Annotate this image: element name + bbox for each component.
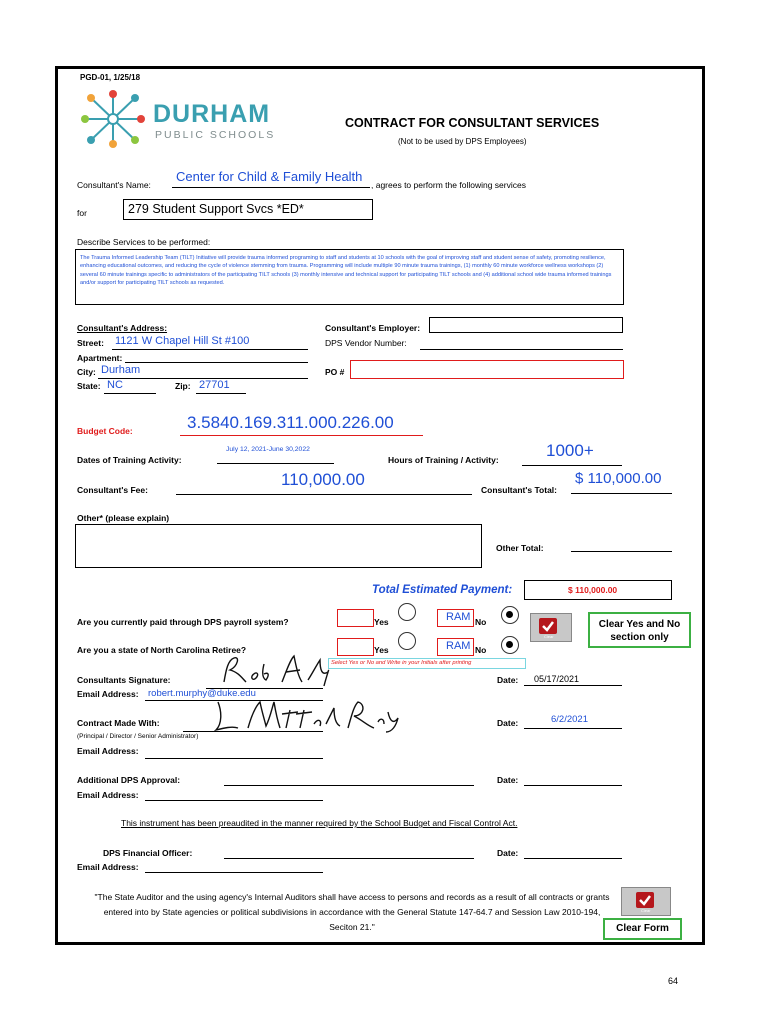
street-field[interactable]	[112, 335, 308, 350]
other-label: Other* (please explain)	[77, 513, 170, 523]
approval-email-field[interactable]	[145, 788, 323, 801]
checkmark-icon	[636, 892, 654, 908]
city-label: City:	[77, 367, 96, 377]
dates-field[interactable]	[217, 445, 334, 464]
sig-date-field[interactable]	[524, 672, 622, 686]
state-label: State:	[77, 381, 101, 391]
street-value: 1121 W Chapel Hill St #100	[115, 335, 250, 347]
logo-sub: PUBLIC SCHOOLS	[155, 129, 276, 141]
vendor-label: DPS Vendor Number:	[325, 338, 407, 348]
vendor-field[interactable]	[420, 335, 623, 350]
clear-form-icon-button[interactable]	[621, 887, 671, 916]
clear-yes-no-button[interactable]	[530, 613, 572, 642]
officer-date-label: Date:	[497, 848, 519, 858]
zip-label: Zip:	[175, 381, 191, 391]
clear-yes-no-label[interactable]: Clear Yes and No section only	[588, 612, 691, 648]
apartment-label: Apartment:	[77, 353, 123, 363]
sig-date-value: 05/17/2021	[534, 674, 580, 684]
contract-email-field[interactable]	[145, 746, 323, 759]
logo-name: DURHAM	[153, 100, 271, 128]
initials-hint: Select Yes or No and Write in your Initials after printing	[328, 658, 526, 669]
approval-email-label: Email Address:	[77, 790, 139, 800]
officer-email-label: Email Address:	[77, 862, 139, 872]
q2-no-label: No	[475, 645, 487, 655]
sig-email-label: Email Address:	[77, 689, 139, 699]
zip-value: 27701	[199, 379, 230, 391]
q1-label: Are you currently paid through DPS payroll system?	[77, 617, 289, 627]
address-heading: Consultant's Address:	[77, 323, 168, 333]
consultant-name-field[interactable]	[172, 168, 370, 188]
state-field[interactable]	[104, 379, 156, 394]
contract-date-field[interactable]	[524, 713, 622, 729]
officer-date-field[interactable]	[524, 846, 622, 859]
officer-sig-field[interactable]	[224, 846, 474, 859]
other-total-label: Other Total:	[496, 543, 544, 553]
approval-sig-field[interactable]	[224, 773, 474, 786]
contract-signature-icon[interactable]	[208, 698, 408, 734]
services-text: The Trauma Informed Leadership Team (TILT) Initiative will provide trauma informed programing to staff and students at 10 schools with the goal of improving staff and student sense of safety, promoting resilience, enhancing educational outcomes, and reducing the cycle of violence stemming from trauma. Programming will include multiple 90 minute trauma trainings, (1) monthly 60 minute workforce wellness workshops (2) several 60 minute trainings specific to administrators of the participating TILT schools (3) monthly intensive and technical support for participating TILT schools and (4) additional school wide trauma informed trainings and/or support for participating TILT schools as requested.	[80, 255, 612, 286]
total-label: Consultant's Total:	[481, 485, 557, 495]
hours-label: Hours of Training / Activity:	[388, 455, 499, 465]
audit-text: This instrument has been preaudited in the manner required by the School Budget and Fiscal Control Act.	[121, 818, 518, 828]
zip-field[interactable]	[196, 379, 246, 394]
sig-email-value: robert.murphy@duke.edu	[148, 688, 256, 699]
q2-initials-value: RAM	[446, 640, 471, 652]
for-value: 279 Student Support Svcs *ED*	[128, 202, 304, 216]
po-field[interactable]	[350, 360, 624, 379]
employer-field[interactable]	[429, 317, 623, 333]
dates-label: Dates of Training Activity:	[77, 455, 182, 465]
for-field[interactable]	[123, 199, 373, 220]
other-explain-field[interactable]	[75, 524, 482, 568]
est-payment-field[interactable]	[524, 580, 672, 600]
agrees-text: , agrees to perform the following services	[371, 180, 526, 190]
fee-label: Consultant's Fee:	[77, 485, 148, 495]
contract-date-value: 6/2/2021	[551, 714, 588, 725]
street-label: Street:	[77, 338, 104, 348]
consultant-name-label: Consultant's Name:	[77, 180, 151, 190]
q1-yes-initials[interactable]	[337, 609, 374, 627]
q1-no-initials[interactable]	[437, 609, 474, 627]
officer-label: DPS Financial Officer:	[103, 848, 193, 858]
q2-no-radio[interactable]	[501, 636, 519, 654]
services-label: Describe Services to be performed:	[77, 237, 211, 247]
est-payment-label: Total Estimated Payment:	[372, 584, 513, 596]
signature-label: Consultants Signature:	[77, 675, 171, 685]
q1-no-label: No	[475, 617, 487, 627]
other-total-field[interactable]	[571, 538, 672, 552]
for-label: for	[77, 208, 87, 218]
total-value: $ 110,000.00	[575, 470, 662, 487]
contract-date-label: Date:	[497, 718, 519, 728]
state-value: NC	[107, 379, 123, 391]
apartment-field[interactable]	[125, 350, 308, 363]
budget-code-label: Budget Code:	[77, 426, 133, 436]
q1-initials-value: RAM	[446, 611, 471, 623]
po-label: PO #	[325, 367, 345, 377]
clear-form-caption: Clear	[641, 908, 651, 913]
hours-value: 1000+	[546, 441, 594, 460]
q2-no-initials[interactable]	[437, 638, 474, 656]
fee-field[interactable]	[176, 470, 472, 495]
approval-label: Additional DPS Approval:	[77, 775, 181, 785]
hours-field[interactable]	[522, 441, 622, 466]
contract-email-label: Email Address:	[77, 746, 139, 756]
q1-no-radio[interactable]	[501, 606, 519, 624]
form-id: PGD-01, 1/25/18	[80, 73, 141, 82]
fee-value: 110,000.00	[281, 470, 365, 489]
form-frame	[55, 66, 705, 945]
total-field[interactable]	[571, 469, 672, 494]
city-value: Durham	[101, 364, 141, 376]
page-title: CONTRACT FOR CONSULTANT SERVICES	[345, 116, 600, 130]
dates-value: July 12, 2021-June 30,2022	[226, 446, 310, 453]
employer-label: Consultant's Employer:	[325, 323, 421, 333]
officer-email-field[interactable]	[145, 860, 323, 873]
contract-sub: (Principal / Director / Senior Administrator)	[77, 733, 199, 740]
q2-label: Are you a state of North Carolina Retiree?	[77, 645, 247, 655]
contract-label: Contract Made With:	[77, 718, 160, 728]
approval-date-label: Date:	[497, 775, 519, 785]
consultant-name-value: Center for Child & Family Health	[176, 169, 363, 184]
checkmark-icon	[539, 618, 557, 634]
q2-yes-initials[interactable]	[337, 638, 374, 656]
sig-date-label: Date:	[497, 675, 519, 685]
consultant-signature-icon[interactable]	[216, 652, 336, 688]
services-field[interactable]	[75, 249, 624, 305]
q1-yes-radio[interactable]	[398, 603, 416, 621]
q2-yes-label: Yes	[374, 645, 389, 655]
approval-date-field[interactable]	[524, 773, 622, 786]
auditor-statement: "The State Auditor and the using agency's Internal Auditors shall have access to persons and records as a result of all contracts or grants entered into by State agencies or political subdivisions in accordance with the General Statute 147-64.7 and Session Law 2010-194, Seciton 21."	[94, 892, 610, 932]
contract-line	[183, 731, 323, 732]
clear-form-button[interactable]: Clear Form	[603, 918, 682, 940]
durham-logo-icon	[77, 88, 149, 150]
page-subtitle: (Not to be used by DPS Employees)	[398, 137, 527, 146]
budget-code-field[interactable]	[180, 413, 423, 436]
q1-yes-label: Yes	[374, 617, 389, 627]
est-payment-value: $ 110,000.00	[568, 585, 618, 595]
page-number: 64	[668, 976, 679, 986]
q2-yes-radio[interactable]	[398, 632, 416, 650]
budget-code-value: 3.5840.169.311.000.226.00	[187, 413, 394, 432]
clear-button-caption: Clear	[544, 634, 554, 639]
city-field[interactable]	[98, 364, 308, 379]
